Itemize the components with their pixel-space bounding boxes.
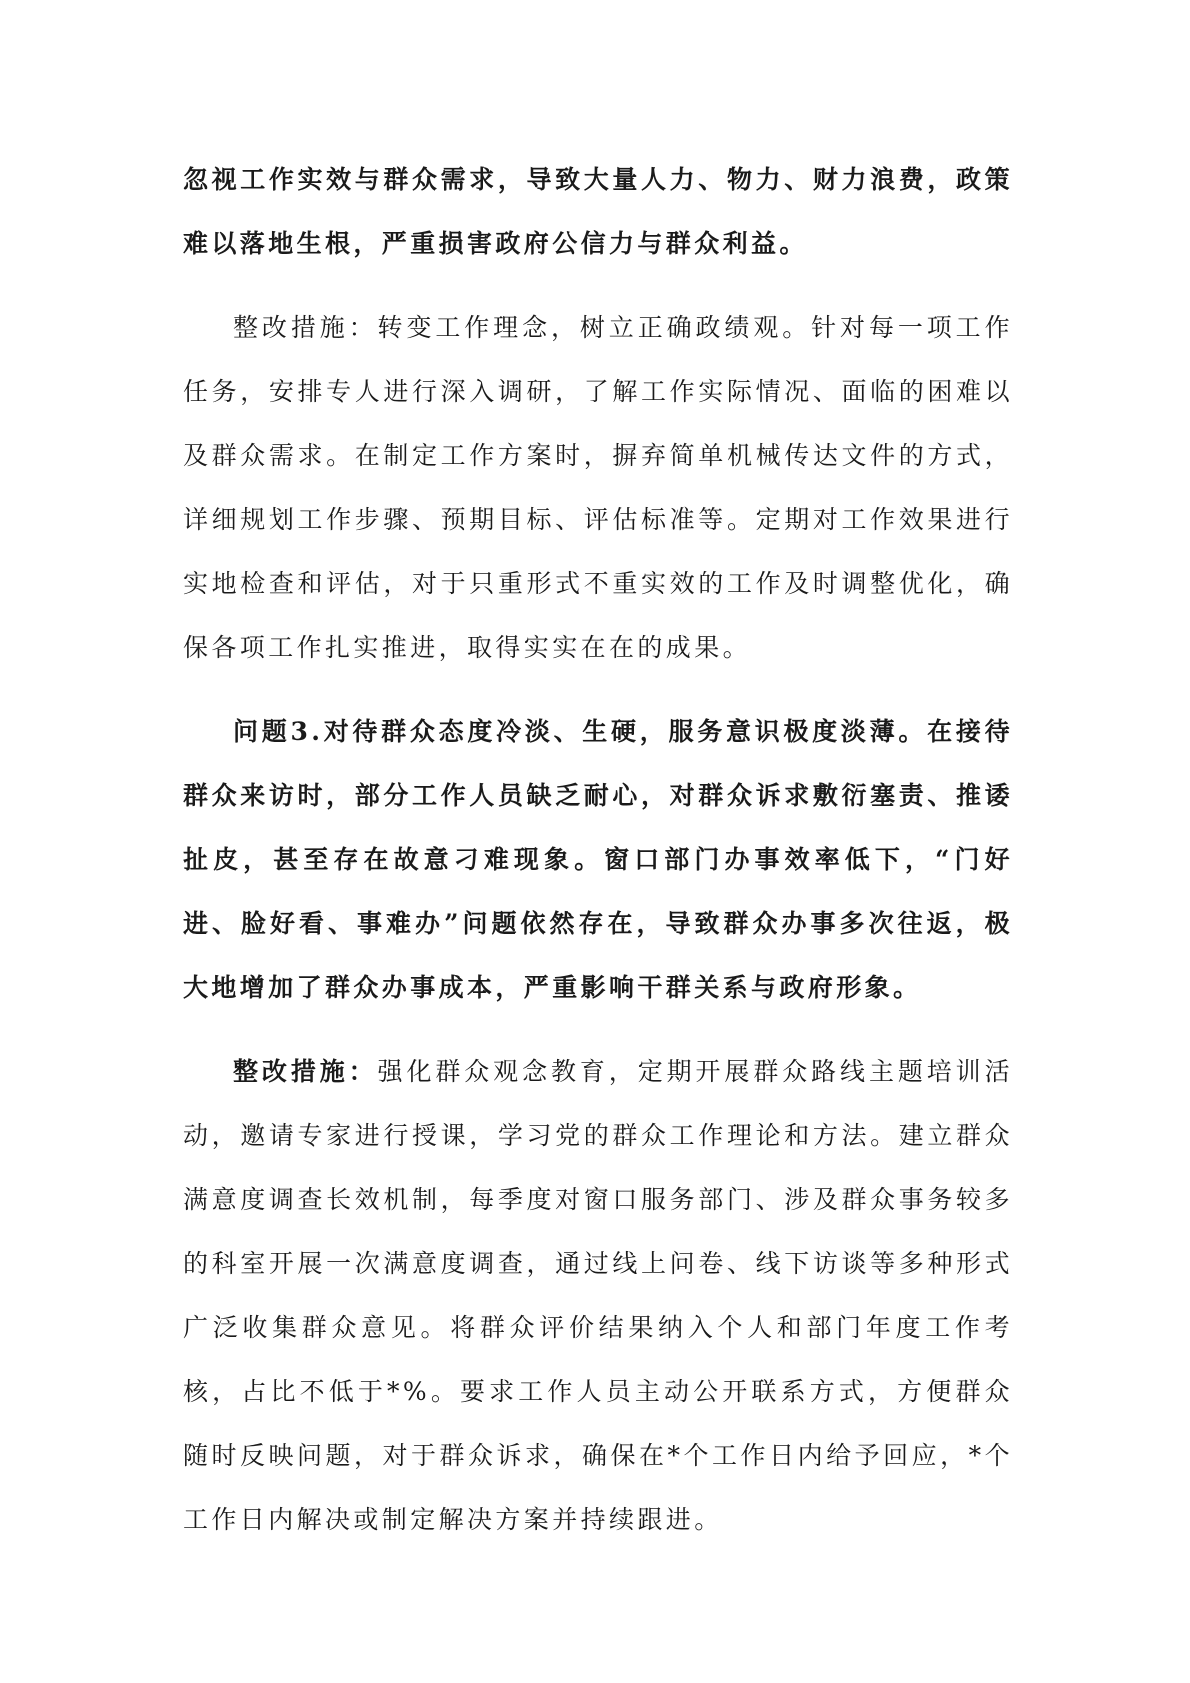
paragraph-rectification-measures-2: 整改措施：转变工作理念，树立正确政绩观。针对每一项工作任务，安排专人进行深入调研，了解工作实际情况、面临的困难以及群众需求。在制定工作方案时，摒弃简单机械传达文件的方式，详细规划工作步骤、预期目标、评估标准等。定期对工作效果进行实地检查和评估，对于只重形式不重实效的工作及时调整优化，确保各项工作扎实推进，取得实实在在的成果。 [183, 313, 1013, 662]
document-body [183, 148, 1013, 1572]
paragraph-problem-3: 问题3.对待群众态度冷淡、生硬，服务意识极度淡薄。在接待群众来访时，部分工作人员缺乏耐心，对群众诉求敷衍塞责、推诿扯皮，甚至存在故意刁难现象。窗口部门办事效率低下，“门好进、脸好看、事难办”问题依然存在，导致群众办事多次往返，极大地增加了群众办事成本，严重影响干群关系与政府形象。 [183, 717, 1013, 1002]
paragraph-rectification-measures-3 [183, 1040, 1013, 1552]
paragraph-problem-2-continuation: 忽视工作实效与群众需求，导致大量人力、物力、财力浪费，政策难以落地生根，严重损害政府公信力与群众利益。 [183, 165, 1013, 258]
measures-lead-label: 整改措施： [233, 1057, 378, 1086]
measures-body-text: 强化群众观念教育，定期开展群众路线主题培训活动，邀请专家进行授课，学习党的群众工作理论和方法。建立群众满意度调查长效机制，每季度对窗口服务部门、涉及群众事务较多的科室开展一次满意度调查，通过线上问卷、线下访谈等多种形式广泛收集群众意见。将群众评价结果纳入个人和部门年度工作考核，占比不低于*%。要求工作人员主动公开联系方式，方便群众随时反映问题，对于群众诉求，确保在*个工作日内给予回应，*个工作日内解决或制定解决方案并持续跟进。 [183, 1057, 1013, 1534]
